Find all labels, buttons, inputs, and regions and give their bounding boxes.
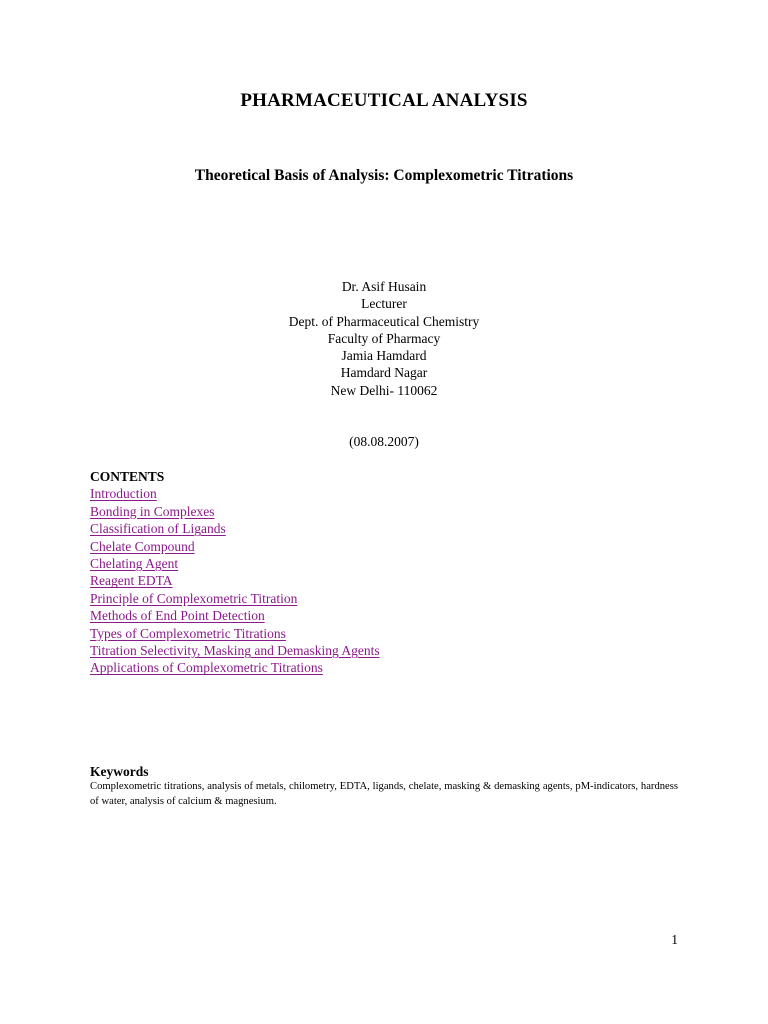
toc-link-selectivity-masking[interactable]: Titration Selectivity, Masking and Demasking Agents (90, 643, 380, 659)
keywords-heading: Keywords (90, 764, 149, 779)
toc-link-applications[interactable]: Applications of Complexometric Titrations (90, 660, 323, 676)
author-block (0, 278, 768, 399)
table-of-contents (90, 468, 380, 677)
toc-link-reagent-edta[interactable]: Reagent EDTA (90, 573, 173, 589)
contents-heading: CONTENTS (90, 469, 165, 484)
author-faculty: Faculty of Pharmacy (327, 330, 441, 346)
document-date: (08.08.2007) (349, 434, 419, 449)
keywords-text: Complexometric titrations, analysis of metals, chilometry, EDTA, ligands, chelate, masking & demasking agents, pM-indicators, hardness of water, analysis of calcium & magnesium. (90, 781, 678, 807)
author-locality: Hamdard Nagar (340, 365, 428, 381)
toc-link-types-of-titrations[interactable]: Types of Complexometric Titrations (90, 625, 286, 641)
keywords-section (90, 763, 678, 809)
document-title: PHARMACEUTICAL ANALYSIS (240, 90, 528, 111)
toc-link-classification-of-ligands[interactable]: Classification of Ligands (90, 521, 226, 537)
toc-link-bonding-in-complexes[interactable]: Bonding in Complexes (90, 503, 215, 519)
author-position: Lecturer (361, 296, 407, 312)
author-institution: Jamia Hamdard (341, 348, 427, 364)
toc-link-chelating-agent[interactable]: Chelating Agent (90, 556, 179, 572)
toc-link-end-point-detection[interactable]: Methods of End Point Detection (90, 608, 265, 624)
page-number: 1 (671, 932, 678, 947)
document-subtitle: Theoretical Basis of Analysis: Complexometric Titrations (194, 167, 574, 184)
toc-link-chelate-compound[interactable]: Chelate Compound (90, 538, 195, 554)
toc-link-principle-of-titration[interactable]: Principle of Complexometric Titration (90, 590, 298, 606)
author-department: Dept. of Pharmaceutical Chemistry (288, 313, 480, 329)
toc-link-introduction[interactable]: Introduction (90, 486, 157, 502)
author-city: New Delhi- 110062 (330, 382, 438, 398)
author-name: Dr. Asif Husain (341, 279, 427, 294)
